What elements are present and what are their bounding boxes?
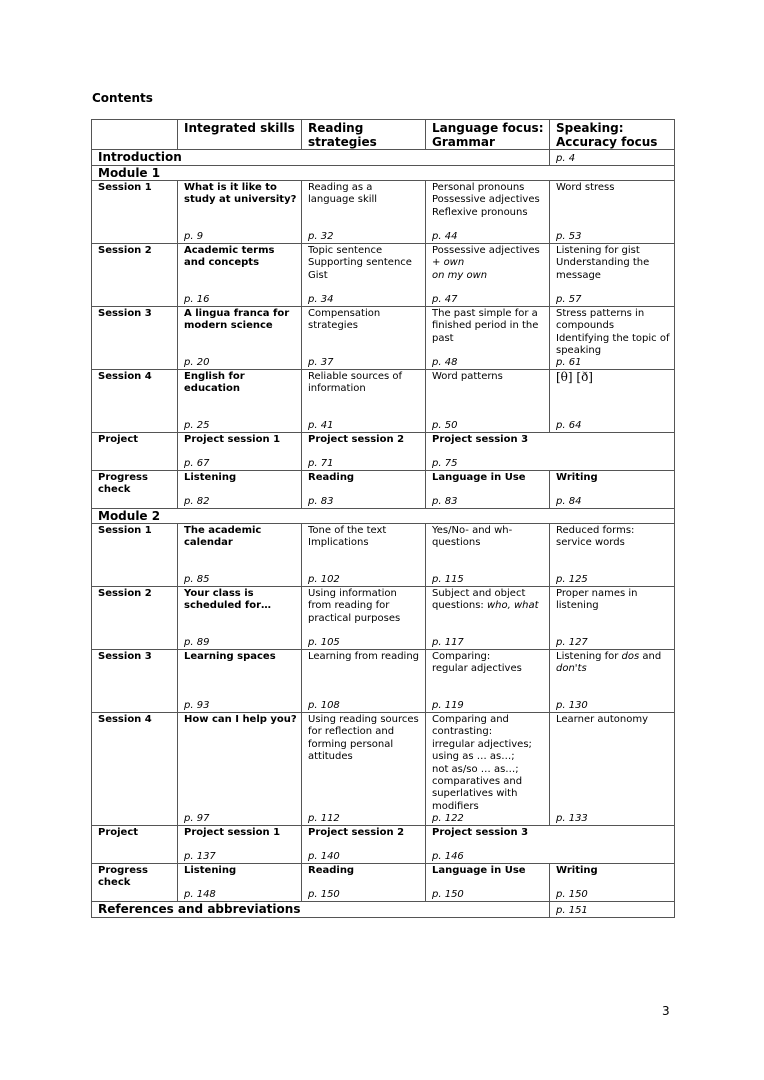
cell-grammar: Yes/No- and wh-questions p. 115 <box>426 524 550 587</box>
introduction-page: p. 4 <box>550 150 675 166</box>
header-integrated-skills: Integrated skills <box>178 120 302 150</box>
table-row <box>92 713 675 826</box>
cell-grammar: Subject and object questions: who, what p. 117 <box>426 587 550 650</box>
cell-grammar: Project session 3 p. 75 <box>426 433 675 471</box>
cell-grammar: Language in Use p. 83 <box>426 471 550 509</box>
cell-speaking: [θ] [ð] p. 64 <box>550 370 675 433</box>
page-title: Contents <box>92 91 153 105</box>
row-label: Session 2 <box>92 244 178 307</box>
row-label: Progress check <box>92 864 178 902</box>
cell-reading: Topic sentence Supporting sentence Gist p. 34 <box>302 244 426 307</box>
row-label: Session 3 <box>92 307 178 370</box>
table-row <box>92 244 675 307</box>
cell-reading: Using reading sources for reflection and forming personal attitudes p. 112 <box>302 713 426 826</box>
header-blank <box>92 120 178 150</box>
cell-integrated: English for education p. 25 <box>178 370 302 433</box>
cell-speaking: Word stress p. 53 <box>550 181 675 244</box>
cell-integrated: What is it like to study at university? p. 9 <box>178 181 302 244</box>
cell-reading: Using information from reading for practical purposes p. 105 <box>302 587 426 650</box>
header-row <box>92 120 675 150</box>
cell-reading: Reliable sources of information p. 41 <box>302 370 426 433</box>
cell-grammar: Comparing: regular adjectives p. 119 <box>426 650 550 713</box>
cell-grammar: Personal pronouns Possessive adjectives Reflexive pronouns p. 44 <box>426 181 550 244</box>
cell-grammar: Language in Use p. 150 <box>426 864 550 902</box>
row-label: Session 1 <box>92 524 178 587</box>
cell-integrated: A lingua franca for modern science p. 20 <box>178 307 302 370</box>
cell-grammar: The past simple for a finished period in the past p. 48 <box>426 307 550 370</box>
contents-table <box>91 119 675 918</box>
table-row <box>92 650 675 713</box>
references-row <box>92 902 675 918</box>
header-language-focus: Language focus: Grammar <box>426 120 550 150</box>
table-row <box>92 524 675 587</box>
cell-reading: Reading p. 150 <box>302 864 426 902</box>
cell-speaking: Proper names in listening p. 127 <box>550 587 675 650</box>
page-number: 3 <box>662 1004 670 1018</box>
cell-grammar: Project session 3 p. 146 <box>426 826 675 864</box>
module-1-label: Module 1 <box>92 166 675 181</box>
cell-grammar: Comparing and contrasting: irregular adjectives; using as … as…; not as/so … as…; comparatives and superlatives with modifiers p. 122 <box>426 713 550 826</box>
cell-speaking: Listening for dos and don'ts p. 130 <box>550 650 675 713</box>
cell-integrated: Your class is scheduled for… p. 89 <box>178 587 302 650</box>
project-row <box>92 826 675 864</box>
cell-integrated: Project session 1 p. 137 <box>178 826 302 864</box>
cell-integrated: The academic calendar p. 85 <box>178 524 302 587</box>
cell-reading: Reading as a language skill p. 32 <box>302 181 426 244</box>
table-row <box>92 181 675 244</box>
cell-grammar: Possessive adjectives + own on my own p. 47 <box>426 244 550 307</box>
cell-integrated: Listening p. 148 <box>178 864 302 902</box>
cell-reading: Compensation strategies p. 37 <box>302 307 426 370</box>
cell-integrated: Learning spaces p. 93 <box>178 650 302 713</box>
header-speaking: Speaking: Accuracy focus <box>550 120 675 150</box>
cell-integrated: Listening p. 82 <box>178 471 302 509</box>
cell-reading: Tone of the text Implications p. 102 <box>302 524 426 587</box>
cell-reading: Project session 2 p. 140 <box>302 826 426 864</box>
table-row <box>92 587 675 650</box>
cell-reading: Project session 2 p. 71 <box>302 433 426 471</box>
cell-speaking: Learner autonomy p. 133 <box>550 713 675 826</box>
cell-integrated: Project session 1 p. 67 <box>178 433 302 471</box>
cell-reading: Reading p. 83 <box>302 471 426 509</box>
cell-integrated: Academic terms and concepts p. 16 <box>178 244 302 307</box>
progress-check-row <box>92 471 675 509</box>
table-row <box>92 370 675 433</box>
cell-speaking: Writing p. 150 <box>550 864 675 902</box>
row-label: Session 4 <box>92 713 178 826</box>
project-row <box>92 433 675 471</box>
module-2-row <box>92 509 675 524</box>
row-label: Session 3 <box>92 650 178 713</box>
cell-speaking: Stress patterns in compounds Identifying the topic of speaking p. 61 <box>550 307 675 370</box>
module-2-label: Module 2 <box>92 509 675 524</box>
cell-grammar: Word patterns p. 50 <box>426 370 550 433</box>
row-label: Session 1 <box>92 181 178 244</box>
header-reading-strategies: Reading strategies <box>302 120 426 150</box>
references-label: References and abbreviations <box>92 902 550 918</box>
row-label: Project <box>92 433 178 471</box>
cell-reading: Learning from reading p. 108 <box>302 650 426 713</box>
cell-speaking: Reduced forms: service words p. 125 <box>550 524 675 587</box>
cell-speaking: Listening for gist Understanding the message p. 57 <box>550 244 675 307</box>
row-label: Progress check <box>92 471 178 509</box>
module-1-row <box>92 166 675 181</box>
references-page: p. 151 <box>550 902 675 918</box>
cell-integrated: How can I help you? p. 97 <box>178 713 302 826</box>
introduction-label: Introduction <box>92 150 550 166</box>
row-label: Session 4 <box>92 370 178 433</box>
progress-check-row <box>92 864 675 902</box>
cell-speaking: Writing p. 84 <box>550 471 675 509</box>
introduction-row <box>92 150 675 166</box>
row-label: Project <box>92 826 178 864</box>
row-label: Session 2 <box>92 587 178 650</box>
table-row <box>92 307 675 370</box>
